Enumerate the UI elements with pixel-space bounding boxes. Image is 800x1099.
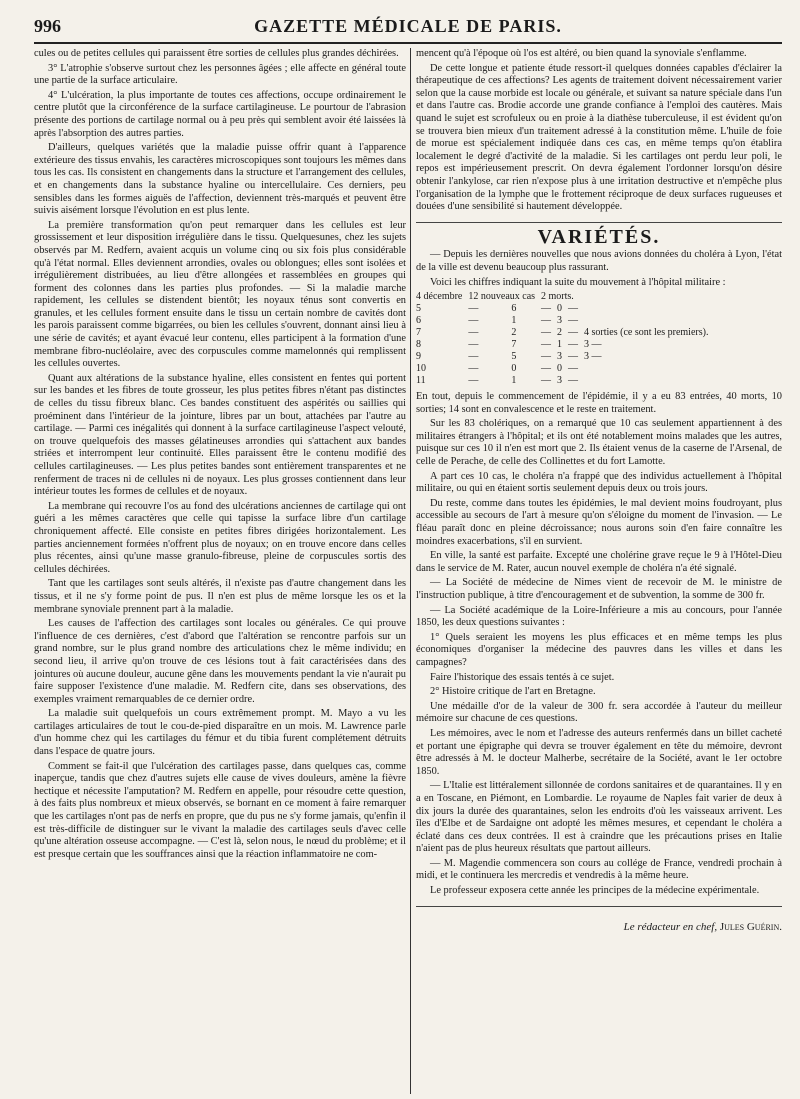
paragraph: En ville, la santé est parfaite. Excepté une cholérine grave reçue le 9 à l'Hôtel-Dieu dans le service de M. Rater, aucun nouvel exemple de choléra n'a été signalé.	[416, 550, 782, 574]
table-cell: 1	[511, 315, 517, 327]
table-cell: —	[468, 351, 479, 363]
table-cell: —	[568, 351, 579, 363]
table-row	[416, 303, 714, 315]
table-cell: —	[468, 339, 479, 351]
signature-name: Jules Guérin.	[719, 920, 782, 933]
table-cell: —	[568, 375, 579, 387]
table-cell	[584, 315, 714, 327]
table-cell	[584, 375, 714, 387]
journal-title: GAZETTE MÉDICALE DE PARIS.	[254, 16, 562, 36]
paragraph: Tant que les cartilages sont seuls altérés, il n'existe pas d'autre changement dans les tissus, et il ne s'y forme point de pus. Il n'en est plus de même lorsque les os et la membrane synoviale prennent part à la maladie.	[34, 578, 406, 615]
table-row	[416, 339, 714, 351]
table-cell: 3	[557, 351, 563, 363]
table-header-row	[416, 291, 714, 303]
paragraph: Sur les 83 cholériques, on a remarqué que 10 cas seulement appartiennent à des militaires étrangers à l'hôpital; et ils ont été notablement moins malades que les autres, puisque sur ces 10 il n'en est mort que 2. Ils étaient venus de la caserne de l'Arsenal, de celle de Perache, de celle des Collinettes et du fort Lamotte.	[416, 418, 782, 468]
table-cell: 5	[511, 351, 517, 363]
table-cell: 4 décembre	[416, 291, 463, 303]
table-cell: 4 sorties (ce sont les premiers).	[584, 327, 709, 339]
table-cell: —	[468, 363, 479, 375]
table-cell: —	[541, 303, 552, 315]
table-cell: —	[541, 351, 552, 363]
paragraph: 3° L'atrophie s'observe surtout chez les personnes âgées ; elle affecte en général toute une partie de la surface articulaire.	[34, 62, 406, 87]
signature-prefix: Le rédacteur en chef,	[623, 920, 718, 933]
column-divider	[410, 48, 411, 1094]
paragraph: — La Société de médecine de Nimes vient de recevoir de M. le ministre de l'instruction publique, à titre d'encouragement et de subvention, la somme de 300 fr.	[416, 577, 782, 601]
paragraph: La membrane qui recouvre l'os au fond des ulcérations anciennes de cartilage qui ont guéri a les mêmes caractères que celle qui tapisse la surface libre d'un cartilage chroniquement affecté. Elle consiste en petites fibres dirigées horizontalement. Les parties anciennement formées n'offrent plus de noyaux; on en trouve encore dans celles plus récentes, ainsi qu'une masse granulo-fibreuse, pleine de corpuscules sortis des cellules déchirées.	[34, 500, 406, 575]
table-row	[416, 351, 714, 363]
table-cell: —	[468, 327, 479, 339]
table-cell: 2	[511, 327, 517, 339]
table-cell: 6	[511, 303, 517, 315]
table-cell: 3 —	[584, 351, 602, 363]
table-cell: —	[541, 339, 552, 351]
paragraph: — La Société académique de la Loire-Inférieure a mis au concours, pour l'année 1850, les deux questions suivantes :	[416, 604, 782, 629]
right-column	[416, 48, 782, 1094]
table-cell: —	[541, 363, 552, 375]
table-cell: 12 nouveaux cas	[468, 291, 536, 303]
section-divider	[416, 222, 782, 223]
table-cell: 9	[416, 351, 421, 363]
table-cell: —	[541, 327, 552, 339]
table-cell: 1	[557, 339, 563, 351]
table-cell: 0	[557, 303, 563, 315]
table-cell: 1	[511, 375, 517, 387]
table-cell: 3	[557, 315, 563, 327]
paragraph: 1° Quels seraient les moyens les plus efficaces et en même temps les plus économiques d'organiser la médecine des pauvres dans les villes et dans les campagnes?	[416, 631, 782, 668]
section-divider	[416, 906, 782, 907]
paragraph: — Depuis les dernières nouvelles que nous avions données du choléra à Lyon, l'état de la ville est devenu beaucoup plus rassurant.	[416, 249, 782, 273]
paragraph: 4° L'ulcération, la plus importante de toutes ces affections, occupe ordinairement le centre plutôt que la circonférence de la surface cartilagineuse. Le pourtour de l'abrasion présente des portions de cartilage normal ou à peu près qui semblent avoir été laissées là après l'absorption des autres parties.	[34, 89, 406, 139]
table-cell: —	[541, 375, 552, 387]
columns	[34, 48, 782, 1094]
paragraph: De cette longue et patiente étude ressort-il quelques données capables d'éclairer la thérapeutique de ces affections? Les agents de traitement doivent nécessairement varier selon que la cause morbide est locale ou générale, et suivant sa nature spéciale dans l'un et dans l'autre cas. Brodie accorde une grande confiance à l'emploi des cautères. Mais quand le sujet est scrofuleux ou en proie à la diathèse tuberculeuse, il est évident qu'on se trouvera bien mieux d'un traitement adressé à la constitution même. L'huile de foie de morue est spécialement indiquée dans ces cas, en même temps qu'on établira localement le degré d'activité de la maladie. Si les cartilages ont perdu leur poli, le repos est impérieusement prescrit. On devra également l'ordonner lorsqu'on désire obtenir l'ankylose, car rien n'expose plus à une irritation destructive et n'empêche plus l'organisation de la lymphe que le frottement réciproque de deux surfaces rugueuses et douées d'une sensibilité si hautement développée.	[416, 62, 782, 213]
paragraph: Du reste, comme dans toutes les épidémies, le mal devient moins foudroyant, plus accessible au secours de l'art à mesure qu'on s'éloigne du moment de l'invasion. — Le fléau paraît donc en pleine décroissance; nous aurons soin d'en faire connaître les moindres exacerbations, s'il en survient.	[416, 497, 782, 547]
table-cell: 8	[416, 339, 421, 351]
table-cell: 0	[511, 363, 517, 375]
table-cell: —	[568, 303, 579, 315]
table-cell	[584, 363, 714, 375]
editor-signature	[416, 921, 782, 934]
paragraph: — L'Italie est littéralement sillonnée de cordons sanitaires et de quarantaines. Il y en a en Toscane, en Piémont, en Lombardie. Le royaume de Naples fait varier de deux à dix jours la durée des quarantaines, selon les endroits d'où les vaisseaux arrivent. Les îles d'Elbe et de Sardaigne ont adopté les mêmes mesures, et cependant le choléra a éclaté dans ces deux contrées. Il est à craindre que les précautions prises en Italie n'aient pas de plus heureux résultats que partout ailleurs.	[416, 780, 782, 855]
paragraph: Quant aux altérations de la substance hyaline, elles consistent en fentes qui portent sur les bandes et les fibres de toute grosseur, les plus petites fibres n'étant pas distinctes de celles du tissu fibreux blanc. Ces bandes constituent des aspérités ou saillies qui proéminent dans l'intérieur de la jointure, libres par un bout, attachées par l'autre au cartilage. — Parmi ces inégalités qui donnent à la surface cartilagineuse l'aspect velouté, on trouve quelquefois des masses gélatineuses arrondies qui s'attachent aux bandes striées et interrompent leur continuité. Elles paraissent être le contenu modifié des cellules cartilagineuses. — Les plus petites bandes sont entièrement transparentes et ne renferment de traces ni de cellules ni de noyaux. Les plus grosses contiennent dans leur intérieur toutes les formes de cellules et de noyaux.	[34, 372, 406, 498]
table-cell: 2	[557, 327, 563, 339]
paragraph: Le professeur exposera cette année les principes de la médecine expérimentale.	[430, 885, 760, 897]
paragraph: 2° Histoire critique de l'art en Bretagne.	[430, 686, 596, 698]
page-header	[34, 14, 782, 44]
table-cell: 10	[416, 363, 426, 375]
table-cell: 7	[511, 339, 517, 351]
paragraph: A part ces 10 cas, le choléra n'a frappé que des individus actuellement à l'hôpital militaire, ou qui en étaient sortis seulement depuis deux ou trois jours.	[416, 470, 782, 495]
table-row	[416, 375, 714, 387]
cholera-table	[416, 291, 714, 387]
table-cell	[584, 303, 714, 315]
table-cell: 7	[416, 327, 421, 339]
table-cell: —	[568, 363, 579, 375]
table-row	[416, 327, 714, 339]
table-cell: —	[468, 375, 479, 387]
table-cell: 3 —	[584, 339, 602, 351]
paragraph: En tout, depuis le commencement de l'épidémie, il y a eu 83 entrées, 40 morts, 10 sorties; 14 sont en convalescence et le reste en traitement.	[416, 391, 782, 415]
paragraph: La première transformation qu'on peut remarquer dans les cellules est leur grossissement et leur disposition irrégulière dans le tissu. Quelquesunes, chez les sujets observés par M. Redfern, avaient acquis un volume cinq ou six fois plus considérable qu'à l'état normal. Elles deviennent arrondies, ovales ou oblongues; elles sont isolées et irrégulièrement distribuées, au lieu d'être allongées et rassemblées en groupes qui forment des colonnes dans les parties plus profondes. — Si la maladie marche rapidement, les cellules se distendent bientôt; les noyaux ténus sont convertis en granules, et les cellules forment ensuite dans le tissu un certain nombre de cavités dont les parois paraissent comme bigarrées, ou bien les cellules s'ouvrent, donnant ainsi lieu à une série de cavités; et ayant évacué leur contenu, elles participent à la formation d'une membrane fibro-nucléolaire, avec des corpuscules comme mamelonnés qui remplissent les cellules ouvertes.	[34, 219, 406, 370]
paragraph: Comment se fait-il que l'ulcération des cartilages passe, dans quelques cas, comme inaperçue, tandis que chez d'autres sujets elle cause de vives douleurs, amène la fièvre hectique et nécessite l'amputation? M. Redfern en appelle, pour résoudre cette question, à des faits plus nombreux et mieux observés, se bornant en ce moment à faire remarquer que les cartilages n'ont pas de nerfs en propre, que du pus ne s'y forme jamais, qu'enfin il est très-difficile de distinguer sur le vivant la maladie des cartilages seuls d'avec celle qu'une altération osseuse accompagne. — C'est là, selon nous, le nœud du problème; et il est presque certain que les souffrances ainsi que la réaction inflammatoire ne com-	[34, 760, 406, 860]
paragraph: — M. Magendie commencera son cours au collége de France, vendredi prochain à midi, et le continuera les mercredis et vendredis à la même heure.	[416, 857, 782, 882]
table-cell: —	[568, 339, 579, 351]
section-title: VARIÉTÉS.	[537, 225, 661, 248]
paragraph: D'ailleurs, quelques variétés que la maladie puisse offrir quant à l'apparence extérieure des tissus envahis, les caractères microscopiques sont toujours les mêmes dans tous les cas. Ils consistent en changements dans la structure et l'arrangement des cellules, et en changements dans la substance hyaline ou intercellulaire. Ces derniers, peu sensibles dans les formes aiguës de l'affection, deviennent très-marqués et peuvent être suivis aisément lorsque l'évolution en est plus lente.	[34, 142, 406, 217]
table-cell: 5	[416, 303, 421, 315]
table-cell: 0	[557, 363, 563, 375]
paragraph: Voici les chiffres indiquant la suite du mouvement à l'hôpital militaire :	[430, 276, 726, 288]
table-cell: —	[568, 315, 579, 327]
paragraph: La maladie suit quelquefois un cours extrêmement prompt. M. Mayo a vu les cartilages articulaires de tout le cou-de-pied disparaître en un mois. M. Lawrence parle d'un homme chez qui les cartilages du fémur et du tibia furent complétement détruits dans l'espace de quatre jours.	[34, 708, 406, 758]
page-number: 996	[34, 16, 61, 36]
left-column	[34, 48, 406, 1094]
table-cell: —	[541, 315, 552, 327]
table-cell: 3	[557, 375, 563, 387]
paragraph: mencent qu'à l'époque où l'os est altéré, ou bien quand la synoviale s'enflamme.	[416, 48, 747, 59]
paragraph: Une médaille d'or de la valeur de 300 fr. sera accordée à l'auteur du meilleur mémoire sur chacune de ces questions.	[416, 700, 782, 725]
paragraph: Faire l'historique des essais tentés à ce sujet.	[430, 671, 615, 683]
table-cell: —	[568, 327, 579, 339]
paragraph: Les mémoires, avec le nom et l'adresse des auteurs renfermés dans un billet cacheté et portant une épigraphe qui devra se trouver également en tête du mémoire, devront être adressés à M. le docteur Malherbe, secrétaire de la Société, avant le 1er octobre 1850.	[416, 727, 782, 777]
table-cell: —	[468, 315, 479, 327]
table-cell: 11	[416, 375, 426, 387]
table-cell: 6	[416, 315, 421, 327]
table-cell: —	[468, 303, 479, 315]
table-row	[416, 363, 714, 375]
table-cell: 2 morts.	[541, 291, 574, 303]
paragraph: cules ou de petites cellules qui paraissent être sorties de cellules plus grandes déchirées.	[34, 48, 399, 59]
table-row	[416, 315, 714, 327]
paragraph: Les causes de l'affection des cartilages sont locales ou générales. Ce qui prouve l'influence de ces dernières, c'est d'abord que l'altération se rencontre parfois sur un grand nombre, sur le plus grand nombre des articulations chez le même individu; en second lieu, il arrive qu'on trouve de ces lésions tout à fait caractérisées dans des jointures où aucune douleur, aucune gêne dans les mouvements pendant la vie n'aurait pu faire supposer l'existence d'une maladie. M. Redfern cite, dans ses observations, des exemples vraiment remarquables de ce dernier ordre.	[34, 618, 406, 705]
